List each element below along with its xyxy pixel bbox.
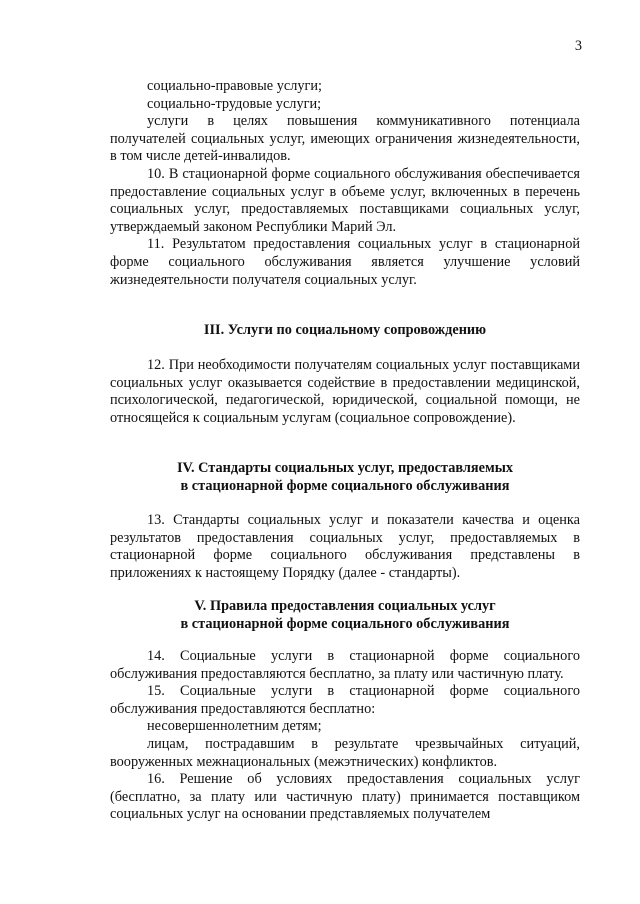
- section-heading-3: [110, 322, 580, 340]
- paragraph: услуги в целях повышения коммуникативного потенциала получателей социальных услуг, имеющих ограничения жизнедеятельности, в том числе детей-инвалидов.: [110, 113, 580, 165]
- section-part1: [110, 78, 580, 289]
- section-heading: V. Правила предоставления социальных услуг: [194, 598, 496, 614]
- paragraph: 16. Решение об условиях предоставления социальных услуг (бесплатно, за плату или частичную плату) принимается поставщиком социальных услуг на основании представляемых получателем: [110, 771, 580, 823]
- paragraph: 11. Результатом предоставления социальных услуг в стационарной форме социального обслуживания является улучшение условий жизнедеятельности получателя социальных услуг.: [110, 236, 580, 288]
- paragraph: 13. Стандарты социальных услуг и показатели качества и оценка результатов предоставления социальных услуг, предоставляемых в стационарной форме социального обслуживания представлены в приложениях к настоящему Порядку (далее - стандарты).: [110, 512, 580, 581]
- section-part2: [110, 357, 580, 427]
- section-part4: [110, 648, 580, 824]
- paragraph: 15. Социальные услуги в стационарной форме социального обслуживания предоставляются бесплатно:: [110, 683, 580, 717]
- page-number: 3: [574, 38, 582, 54]
- paragraph: 12. При необходимости получателям социальных услуг поставщиками социальных услуг оказывается содействие в предоставлении медицинской, психологической, педагогической, юридической, социальной помощи, не относящейся к социальным услугам (социальное сопровождение).: [110, 357, 580, 426]
- paragraph: несовершеннолетним детям;: [147, 718, 322, 735]
- section-part3: [110, 512, 580, 582]
- paragraph: 10. В стационарной форме социального обслуживания обеспечивается предоставление социальных услуг в объеме услуг, включенных в перечень социальных услуг, предоставляемых поставщиками социальных услуг, утверждаемый законом Республики Марий Эл.: [110, 165, 580, 235]
- paragraph: 14. Социальные услуги в стационарной форме социального обслуживания предоставляются бесплатно, за плату или частичную плату.: [110, 648, 580, 682]
- paragraph: социально-трудовые услуги;: [147, 95, 322, 112]
- section-heading: III. Услуги по социальному сопровождению: [203, 322, 487, 338]
- section-heading: в стационарной форме социального обслуживания: [180, 615, 510, 632]
- paragraph: социально-правовые услуги;: [147, 78, 322, 94]
- section-heading: IV. Стандарты социальных услуг, предоставляемых: [176, 460, 514, 476]
- section-heading-5: [110, 598, 580, 633]
- section-heading: в стационарной форме социального обслуживания: [180, 477, 510, 494]
- section-heading-4: [110, 460, 580, 495]
- paragraph: лицам, пострадавшим в результате чрезвычайных ситуаций, вооруженных межнациональных (межэтнических) конфликтов.: [110, 735, 580, 770]
